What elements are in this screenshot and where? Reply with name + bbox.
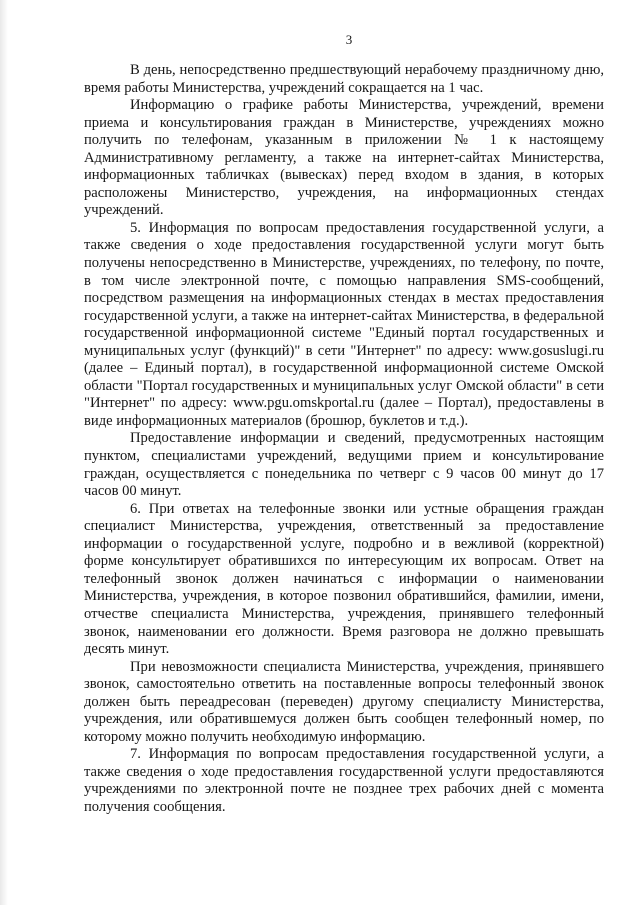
scan-edge-shadow (0, 0, 8, 905)
paragraph-item-5: 5. Информация по вопросам предоставления государственной услуги, а также сведения о ходе предоставления государственной услуги могут быть получены непосредственно в Министерстве, учреждениях, по телефону, по почте, в том числе электронной почте, с помощью направления SMS-сообщений, посредством размещения на информационных стендах в местах предоставления государственной услуги, а также на интернет-сайтах Министерства, в федеральной государственной информационной системе "Единый портал государственных и муниципальных услуг (функций)" в сети "Интернет" по адресу: www.gosuslugi.ru (далее – Единый портал), в государственной информационной системе Омской области "Портал государственных и муниципальных услуг Омской области" в сети "Интернет" по адресу: www.pgu.omskportal.ru (далее – Портал), предоставлены в виде информационных материалов (брошюр, буклетов и т.д.). (84, 219, 604, 429)
paragraph-holiday-hours: В день, непосредственно предшествующий нерабочему праздничному дню, время работы Министерства, учреждений сокращается на 1 час. (84, 62, 604, 96)
paragraph-call-redirect: При невозможности специалиста Министерства, учреждения, принявшего звонок, самостоятельно ответить на поставленные вопросы телефонный звонок должен быть переадресован (переведен) другому специалисту Министерства, учреждения, или обратившемуся должен быть сообщен телефонный номер, по которому можно получить необходимую информацию. (84, 658, 604, 745)
paragraph-schedule-info: Информацию о графике работы Министерства, учреждений, времени приема и консультирования граждан в Министерстве, учреждениях можно получить по телефонам, указанным в приложении № 1 к настоящему Административному регламенту, а также на интернет-сайтах Министерства, информационных табличках (вывесках) перед входом в здания, в которых расположены Министерство, учреждения, на информационных стендах учреждений. (84, 97, 604, 219)
paragraph-consultation-hours: Предоставление информации и сведений, предусмотренных настоящим пунктом, специалистами учреждений, ведущими прием и консультирование граждан, осуществляется с понедельника по четверг с 9 часов 00 минут до 17 часов 00 минут. (84, 430, 604, 500)
paragraph-item-7: 7. Информация по вопросам предоставления государственной услуги, а также сведения о ходе предоставления государственной услуги предоставляются учреждениями по электронной почте не позднее трех рабочих дней с момента получения сообщения. (84, 746, 604, 815)
paragraph-item-6: 6. При ответах на телефонные звонки или устные обращения граждан специалист Министерства, учреждения, ответственный за предоставление информации о государственной услуге, подробно и в вежливой (корректной) форме консультирует обратившихся по интересующим их вопросам. Ответ на телефонный звонок должен начинаться с информации о наименовании Министерства, учреждения, в которое позвонил обратившийся, фамилии, имени, отчестве специалиста Министерства, учреждения, принявшего телефонный звонок, наименовании его должности. Время разговора не должно превышать десять минут. (84, 500, 604, 658)
page-number: 3 (345, 32, 353, 47)
